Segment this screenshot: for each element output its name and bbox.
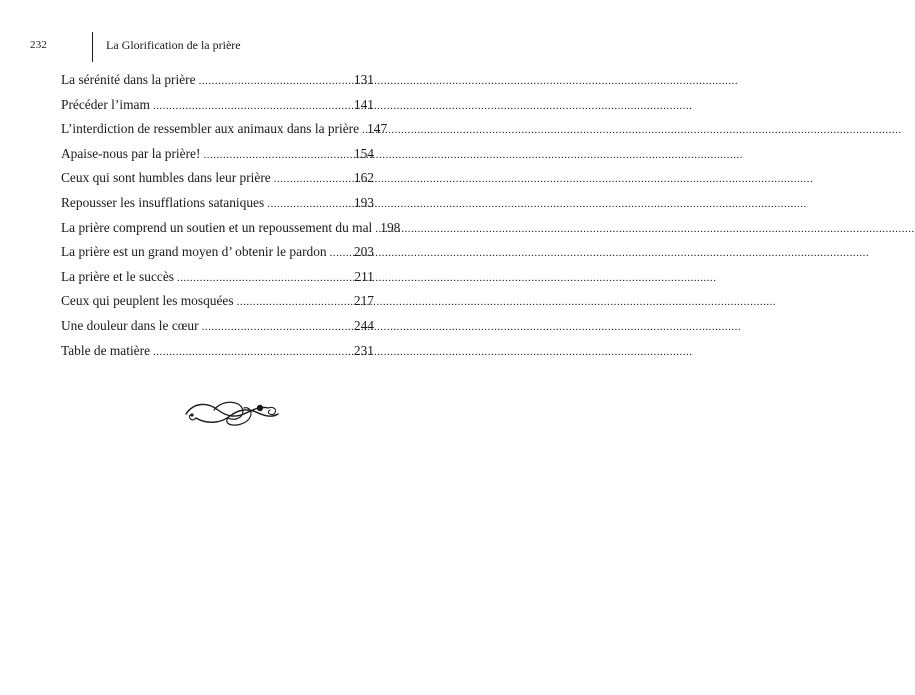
dot-leader [202, 321, 353, 333]
toc-entry-title: Précéder l’imam [61, 96, 150, 112]
toc-entry-title: La prière est un grand moyen d’ obtenir le pardon [61, 244, 327, 260]
toc-entry-page: 198 [380, 219, 401, 235]
toc-entry[interactable] [61, 170, 374, 195]
book-title: La Glorification de la prière [106, 38, 241, 52]
toc-entry[interactable] [61, 293, 374, 318]
toc-entry-title: Repousser les insufflations sataniques [61, 194, 265, 210]
toc-entry-page: 211 [354, 268, 374, 284]
toc-entry-title: La prière et le succès [61, 268, 175, 284]
toc-entry-page: 162 [353, 170, 374, 186]
toc-entry-page: 244 [353, 317, 374, 333]
toc-entry-page: 147 [367, 121, 388, 137]
page-number: 232 [30, 39, 48, 51]
toc-entry-page: 203 [353, 244, 374, 260]
toc-entry-title: Table de matière [61, 342, 151, 358]
flourish-ornament-icon [184, 396, 280, 430]
dot-leader [330, 247, 353, 259]
toc-entry[interactable] [61, 318, 374, 343]
toc-entry-page: 231 [353, 342, 374, 358]
toc-entry-title: Une douleur dans le cœur [61, 317, 199, 333]
book-page [0, 0, 416, 695]
dot-leader [199, 75, 353, 87]
dot-leader [177, 272, 353, 284]
dot-leader [153, 346, 353, 358]
toc-entry[interactable] [61, 195, 374, 220]
toc-entry[interactable] [61, 269, 374, 294]
toc-entry-page: 131 [353, 72, 374, 87]
dot-leader [274, 173, 353, 185]
toc-entry-page: 193 [353, 194, 374, 210]
toc-entry-title: Ceux qui sont humbles dans leur prière [61, 170, 271, 186]
toc-entry-title: L’interdiction de ressembler aux animaux dans la prière [61, 121, 360, 137]
toc-entry[interactable] [61, 244, 374, 269]
toc-entry-page: 217 [353, 293, 374, 309]
toc-entry-page: 141 [353, 96, 374, 112]
dot-leader [237, 296, 353, 308]
toc-entry[interactable] [61, 97, 374, 122]
toc-entry-title: Ceux qui peuplent les mosquées [61, 293, 234, 309]
toc-entry[interactable] [61, 219, 401, 245]
dot-leader [267, 198, 353, 210]
toc-entry[interactable] [61, 72, 374, 97]
toc-entry[interactable] [61, 146, 374, 171]
toc-entry-page: 154 [353, 145, 374, 161]
toc-entry-title: La prière comprend un soutien et un repoussement du mal [61, 219, 373, 235]
dot-leader [153, 100, 353, 112]
toc-entry-title: Apaise-nous par la prière! [61, 145, 201, 161]
header-divider [92, 32, 93, 62]
dot-leader [203, 149, 352, 161]
running-head [26, 32, 386, 66]
table-of-contents [61, 72, 401, 367]
toc-entry[interactable] [61, 121, 388, 146]
toc-entry[interactable] [61, 343, 374, 368]
toc-entry-title: La sérénité dans la prière [61, 72, 196, 87]
